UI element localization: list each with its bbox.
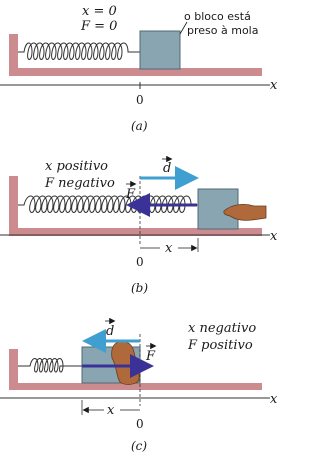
origin-label: 0 [136,417,144,431]
displacement-label: x [165,241,173,256]
text-x-negative: x negativo [188,321,257,336]
spring [18,43,140,60]
vec-d-label: d [106,324,115,339]
text-x-positive: x positivo [45,159,108,174]
vec-d-label: d [163,161,172,176]
eq-f: F = 0 [81,19,118,34]
text-f-negative: F negativo [45,176,115,191]
callout-line-1: o bloco está [184,10,251,23]
spring [18,359,82,373]
origin-label: 0 [136,93,144,107]
vec-f-label: F [146,349,156,364]
panel-a [0,4,278,133]
panel-label: (c) [131,439,148,453]
panel-b [0,159,278,295]
wall-floor [9,34,262,76]
block [140,31,180,69]
callout-line [180,22,187,34]
vec-f-label: F [126,187,136,202]
origin-label: 0 [136,255,144,269]
axis-label: x [270,392,278,407]
axis-label: x [270,78,278,93]
displacement-label: x [107,403,115,418]
eq-x: x = 0 [82,4,117,19]
panel-c [0,321,278,453]
panel-label: (a) [131,119,148,133]
callout-line-2: preso à mola [187,24,259,37]
axis-label: x [270,229,278,244]
text-f-positive: F positivo [188,338,253,353]
panel-label: (b) [131,281,149,295]
